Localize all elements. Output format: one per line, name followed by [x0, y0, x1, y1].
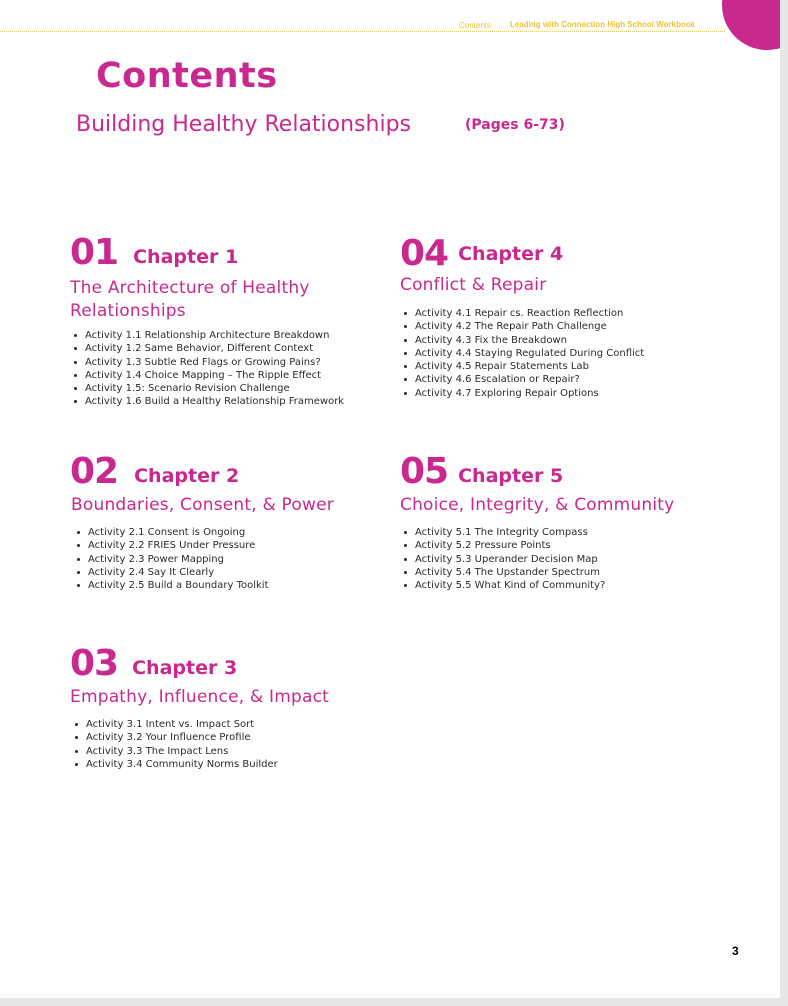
chapter-4-section — [400, 233, 645, 400]
activity-text: Activity 1.1 Relationship Architecture Breakdown — [85, 330, 330, 341]
chapter-title — [70, 686, 329, 709]
activity-text: Activity 1.2 Same Behavior, Different Context — [85, 343, 314, 355]
list-item — [400, 360, 644, 373]
header-workbook-title: Leading with Connection High School Workbook — [510, 20, 696, 29]
list-item — [400, 347, 644, 360]
list-item — [73, 566, 334, 579]
chapter-5-section — [400, 451, 675, 592]
list-item — [71, 731, 329, 744]
activity-text: Activity 2.4 Say It Clearly — [88, 566, 215, 578]
bullet-icon — [404, 584, 407, 587]
activity-text: Activity 2.3 Power Mapping — [88, 553, 224, 565]
chapter-number: 04 — [400, 233, 449, 274]
activity-text: Activity 1.4 Choice Mapping – The Ripple Effect — [85, 369, 322, 381]
list-item — [71, 718, 329, 731]
activity-text: Activity 5.4 The Upstander Spectrum — [415, 566, 600, 578]
page-number: 3 — [732, 944, 739, 958]
chapter-title-line: Conflict & Repair — [400, 275, 547, 295]
chapter-label: Chapter 2 — [134, 465, 240, 487]
bullet-icon — [404, 531, 407, 534]
activity-text: Activity 4.3 Fix the Breakdown — [415, 334, 567, 346]
activity-list — [400, 526, 674, 592]
list-item — [400, 553, 674, 566]
list-item — [70, 342, 344, 355]
bullet-icon — [404, 365, 407, 368]
header-divider — [0, 31, 725, 32]
activity-text: Activity 1.3 Subtle Red Flags or Growing Pains? — [85, 356, 321, 368]
chapter-label: Chapter 1 — [133, 246, 239, 268]
chapter-title-line: Boundaries, Consent, & Power — [71, 495, 334, 515]
list-item — [71, 758, 329, 771]
bullet-icon — [74, 400, 77, 403]
chapter-title — [71, 494, 334, 517]
activity-text: Activity 1.6 Build a Healthy Relationship Framework — [85, 396, 345, 408]
list-item — [70, 329, 344, 342]
chapter-number: 01 — [70, 232, 119, 273]
activity-text: Activity 5.5 What Kind of Community? — [415, 580, 606, 592]
list-item — [73, 526, 334, 539]
chapter-number: 03 — [70, 643, 119, 684]
bullet-icon — [75, 763, 78, 766]
list-item — [400, 579, 674, 592]
activity-text: Activity 1.5: Scenario Revision Challenge — [85, 383, 290, 395]
list-item — [70, 395, 344, 408]
list-item — [70, 382, 344, 395]
activity-text: Activity 5.3 Uperander Decision Map — [415, 553, 598, 565]
bullet-icon — [77, 531, 80, 534]
list-item — [70, 356, 344, 369]
chapter-1-section — [70, 232, 345, 409]
bullet-icon — [77, 571, 80, 574]
bullet-icon — [77, 584, 80, 587]
list-item — [400, 387, 644, 400]
activity-text: Activity 5.1 The Integrity Compass — [415, 527, 588, 538]
activity-list — [73, 526, 334, 592]
bullet-icon — [404, 571, 407, 574]
activity-list — [70, 329, 344, 409]
chapter-number: 02 — [70, 451, 119, 492]
activity-text: Activity 4.1 Repair cs. Reaction Reflection — [415, 308, 624, 319]
page-subtitle: Building Healthy Relationships — [76, 112, 412, 137]
bullet-icon — [75, 750, 78, 753]
chapter-title-line: Relationships — [70, 301, 186, 321]
page-title: Contents — [96, 56, 278, 96]
bullet-icon — [75, 723, 78, 726]
activity-text: Activity 4.6 Escalation or Repair? — [415, 374, 580, 386]
bullet-icon — [404, 352, 407, 355]
list-item — [70, 369, 344, 382]
page-edge-bottom — [0, 998, 788, 1006]
chapter-title — [400, 494, 674, 517]
activity-text: Activity 3.1 Intent vs. Impact Sort — [86, 719, 255, 730]
activity-text: Activity 2.5 Build a Boundary Toolkit — [88, 580, 269, 592]
activity-list — [400, 307, 644, 400]
chapter-label: Chapter 5 — [458, 465, 564, 487]
activity-text: Activity 4.5 Repair Statements Lab — [415, 361, 589, 373]
chapter-title-line: Empathy, Influence, & Impact — [70, 687, 329, 707]
list-item — [71, 745, 329, 758]
bullet-icon — [74, 347, 77, 350]
activity-text: Activity 4.7 Exploring Repair Options — [415, 387, 599, 399]
activity-text: Activity 2.1 Consent is Ongoing — [88, 527, 246, 538]
bullet-icon — [404, 339, 407, 342]
header-section-label: Contents — [459, 21, 492, 30]
bullet-icon — [404, 558, 407, 561]
chapter-label: Chapter 3 — [132, 657, 238, 679]
bullet-icon — [74, 361, 77, 364]
page-edge — [780, 0, 788, 1006]
list-item — [400, 539, 674, 552]
bullet-icon — [75, 736, 78, 739]
list-item — [400, 334, 644, 347]
chapter-title — [70, 277, 344, 323]
chapter-2-section — [70, 451, 334, 592]
bullet-icon — [74, 387, 77, 390]
chapter-label: Chapter 4 — [458, 243, 564, 265]
list-item — [73, 539, 334, 552]
activity-text: Activity 3.3 The Impact Lens — [86, 745, 229, 757]
corner-decoration — [722, 0, 780, 50]
pages-range: (Pages 6-73) — [465, 117, 565, 133]
activity-list — [71, 718, 329, 771]
bullet-icon — [77, 558, 80, 561]
bullet-icon — [74, 334, 77, 337]
activity-text: Activity 3.2 Your Influence Profile — [86, 732, 251, 744]
chapter-title-line: The Architecture of Healthy — [70, 278, 310, 298]
chapter-3-section — [70, 643, 329, 771]
list-item — [73, 579, 334, 592]
bullet-icon — [74, 374, 77, 377]
bullet-icon — [404, 544, 407, 547]
bullet-icon — [404, 312, 407, 315]
activity-text: Activity 4.4 Staying Regulated During Conflict — [415, 347, 645, 359]
bullet-icon — [404, 325, 407, 328]
activity-text: Activity 5.2 Pressure Points — [415, 540, 551, 552]
bullet-icon — [404, 392, 407, 395]
bullet-icon — [404, 378, 407, 381]
activity-text: Activity 2.2 FRIES Under Pressure — [88, 540, 256, 552]
list-item — [400, 373, 644, 386]
chapter-title-line: Choice, Integrity, & Community — [400, 495, 675, 515]
list-item — [400, 307, 644, 320]
chapter-number: 05 — [400, 451, 449, 492]
list-item — [400, 526, 674, 539]
bullet-icon — [77, 544, 80, 547]
activity-text: Activity 4.2 The Repair Path Challenge — [415, 321, 607, 333]
list-item — [73, 553, 334, 566]
activity-text: Activity 3.4 Community Norms Builder — [86, 758, 278, 770]
chapter-title — [400, 274, 644, 297]
list-item — [400, 566, 674, 579]
list-item — [400, 320, 644, 333]
